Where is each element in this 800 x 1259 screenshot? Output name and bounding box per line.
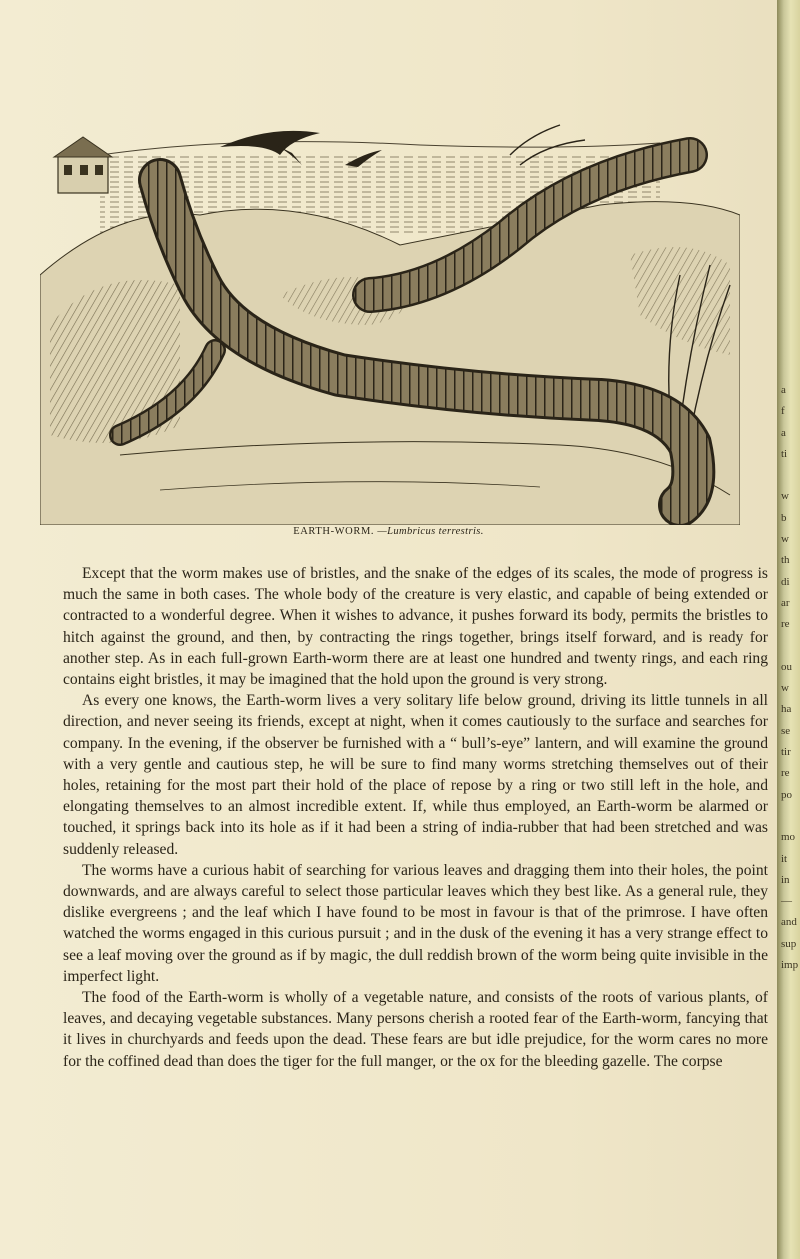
body-text (63, 563, 768, 1072)
house-drawing (54, 137, 112, 193)
paragraph: Except that the worm makes use of bristles, and the snake of the edges of its scales, the mode of progress is much the same in both cases. The whole body of the creature is very elastic, and capable of being extended or contracted to a wonderful degree. When it wishes to advance, it pushes forward its body, permits the bristles to hitch against the ground, and then, by contracting the rings together, brings itself forward, and is ready for another step. As in each full-grown Earth-worm there are at least one hundred and twenty rings, and each ring contains eight bristles, it may be imagined that the hold upon the ground is very strong. (63, 565, 768, 689)
figure-caption (0, 526, 777, 537)
facing-page-fragments: a f a ti w b w th di ar re ou w ha se tir re po mo it in — and sup imp (781, 384, 799, 972)
paragraph: The worms have a curious habit of searching for various leaves and dragging them into their holes, the point downwards, and are always careful to select those particular leaves which they best like. As a general rule, they dislike evergreens ; and the leaf which I have found to be most in favour is that of the primrose. I have often watched the worms engaged in this curious pursuit ; and in the dusk of the evening it has a very strange effect to see a leaf moving over the ground as if by magic, the dull reddish brown of the worm being quite invisible in the imperfect light. (63, 861, 768, 985)
paragraph: The food of the Earth-worm is wholly of a vegetable nature, and consists of the roots of various plants, of leaves, and decaying vegetable substances. Many persons cherish a rooted fear of the Earth-worm, fancying that it lives in churchyards and feeds upon the dead. These fears are but idle prejudice, for the worm cares no more for the coffined dead than does the tiger for the full manger, or the ox for the bleeding gazelle. The corpse (63, 989, 768, 1070)
paragraph: As every one knows, the Earth-worm lives a very solitary life below ground, driving its little tunnels in all direction, and never seeing its friends, except at night, when it comes cautiously to the surface and searches for company. In the evening, if the observer be furnished with a “ bull’s-eye” lantern, and will examine the ground with a very gentle and cautious step, he will be sure to find many worms stretching themselves out of their holes, retaining for the most part their hold of the place of repose by a ring or two still left in the hole, and elongating themselves to an almost incredible extent. If, while thus employed, an Earth-worm be alarmed or touched, it springs back into its hole as if it had been a string of india-rubber that had been stretched and was suddenly released. (63, 692, 768, 858)
earth-worm-illustration (40, 95, 740, 525)
caption-name: EARTH-WORM. (293, 526, 375, 537)
facing-page-edge (777, 0, 800, 1259)
caption-species: —Lumbricus terrestris. (377, 526, 484, 537)
